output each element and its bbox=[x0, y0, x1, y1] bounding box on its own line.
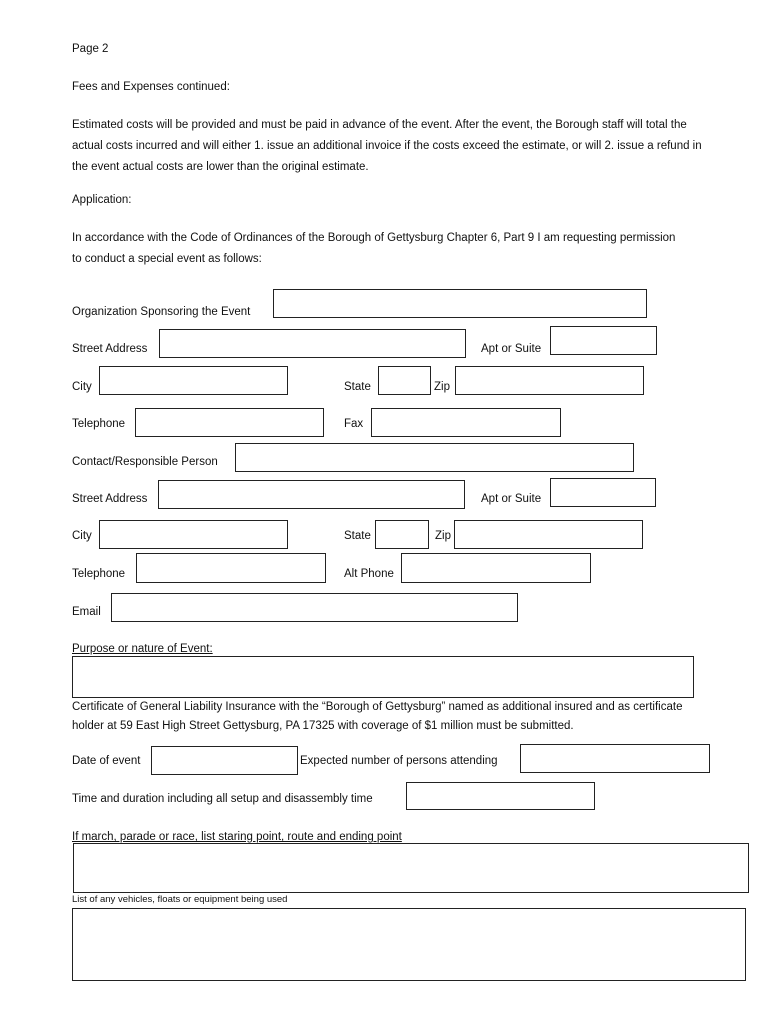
email-label: Email bbox=[72, 606, 101, 618]
vehicles-label: List of any vehicles, floats or equipment being used bbox=[72, 894, 288, 905]
state-input[interactable] bbox=[378, 366, 431, 395]
time-duration-input[interactable] bbox=[406, 782, 595, 810]
fees-heading: Fees and Expenses continued: bbox=[72, 81, 230, 93]
insurance-paragraph: Certificate of General Liability Insurance with the “Borough of Gettysburg” named as additional insured and as certificate holder at 59 East High Street Gettysburg, PA 17325 with coverage of $1 million must be submitted. bbox=[72, 701, 683, 732]
contact-city-label: City bbox=[72, 530, 92, 542]
city-input[interactable] bbox=[99, 366, 288, 395]
telephone-input[interactable] bbox=[135, 408, 324, 437]
telephone-label: Telephone bbox=[72, 418, 126, 430]
organization-label: Organization Sponsoring the Event bbox=[72, 306, 251, 318]
alt-phone-input[interactable] bbox=[401, 553, 591, 583]
alt-phone-label: Alt Phone bbox=[344, 568, 394, 580]
city-label: City bbox=[72, 381, 92, 393]
contact-person-input[interactable] bbox=[235, 443, 634, 472]
contact-zip-label: Zip bbox=[435, 530, 451, 542]
date-of-event-input[interactable] bbox=[151, 746, 298, 775]
email-input[interactable] bbox=[111, 593, 518, 622]
contact-zip-input[interactable] bbox=[454, 520, 643, 549]
purpose-textarea[interactable] bbox=[72, 656, 694, 698]
time-duration-label: Time and duration including all setup and disassembly time bbox=[72, 793, 373, 805]
organization-input[interactable] bbox=[273, 289, 647, 318]
vehicles-textarea[interactable] bbox=[72, 908, 746, 981]
street-address-label: Street Address bbox=[72, 343, 148, 355]
date-of-event-label: Date of event bbox=[72, 755, 141, 767]
contact-apt-suite-input[interactable] bbox=[550, 478, 656, 507]
page-number: Page 2 bbox=[72, 43, 109, 55]
contact-street-address-label: Street Address bbox=[72, 493, 148, 505]
contact-state-label: State bbox=[344, 530, 371, 542]
contact-telephone-label: Telephone bbox=[72, 568, 126, 580]
apt-suite-input[interactable] bbox=[550, 326, 657, 355]
application-heading: Application: bbox=[72, 194, 132, 206]
march-route-label: If march, parade or race, list staring point, route and ending point bbox=[72, 831, 402, 843]
purpose-label: Purpose or nature of Event: bbox=[72, 643, 213, 655]
fax-input[interactable] bbox=[371, 408, 561, 437]
contact-apt-suite-label: Apt or Suite bbox=[481, 493, 542, 505]
application-paragraph: In accordance with the Code of Ordinances of the Borough of Gettysburg Chapter 6, Part 9 I am requesting permission to conduct a special event as follows: bbox=[72, 232, 676, 265]
march-route-textarea[interactable] bbox=[73, 843, 749, 893]
fax-label: Fax bbox=[344, 418, 364, 430]
contact-city-input[interactable] bbox=[99, 520, 288, 549]
contact-state-input[interactable] bbox=[375, 520, 429, 549]
expected-persons-input[interactable] bbox=[520, 744, 710, 773]
state-label: State bbox=[344, 381, 371, 393]
street-address-input[interactable] bbox=[159, 329, 466, 358]
contact-person-label: Contact/Responsible Person bbox=[72, 456, 218, 468]
zip-label: Zip bbox=[434, 381, 450, 393]
expected-persons-label: Expected number of persons attending bbox=[300, 755, 498, 767]
zip-input[interactable] bbox=[455, 366, 644, 395]
contact-street-address-input[interactable] bbox=[158, 480, 465, 509]
apt-suite-label: Apt or Suite bbox=[481, 343, 542, 355]
fees-paragraph: Estimated costs will be provided and must be paid in advance of the event. After the event, the Borough staff will total the actual costs incurred and will either 1. issue an additional invoice if the costs exceed the estimate, or will 2. issue a refund in the event actual costs are lower than the original estimate. bbox=[72, 119, 702, 173]
contact-telephone-input[interactable] bbox=[136, 553, 326, 583]
